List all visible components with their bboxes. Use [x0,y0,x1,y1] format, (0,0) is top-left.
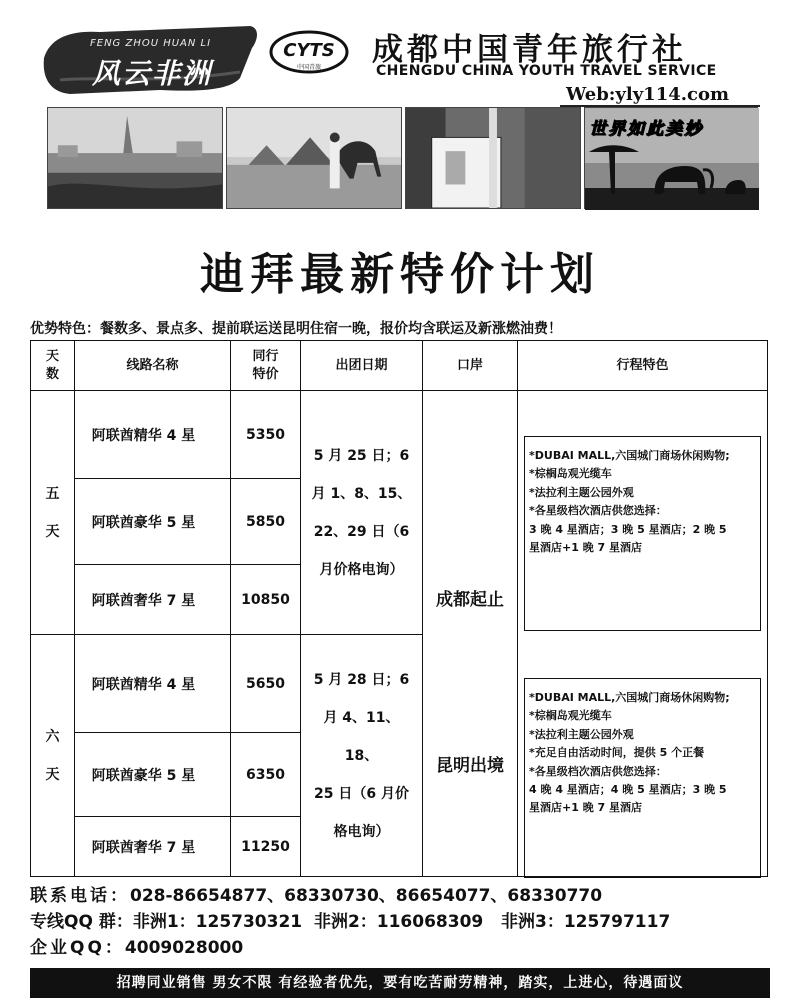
brush-title: 风云非洲 [92,57,213,90]
qq-group-label: 专线QQ 群： [30,912,133,932]
departure-dates: 5 月 25 日；6 月 1、8、15、 22、29 日（6 月价格电询） [301,391,423,635]
company-name-en: CHENGDU CHINA YOUTH TRAVEL SERVICE [376,63,717,79]
port-chengdu: 成都起止 [436,590,504,610]
header-days: 天 数 [31,341,75,391]
route-name: 阿联酋奢华 7 星 [75,565,231,635]
days-cell: 六 天 [31,635,75,877]
departure-dates: 5 月 28 日；6 月 4、11、18、 25 日（6 月价 格电询） [301,635,423,877]
route-name: 阿联酋豪华 5 星 [75,733,231,817]
cyts-logo-icon [268,28,350,76]
header-date: 出团日期 [301,341,423,391]
contact-qq-group [30,907,670,932]
route-name: 阿联酋豪华 5 星 [75,479,231,565]
route-name: 阿联酋奢华 7 星 [75,817,231,877]
port-cell [423,391,518,877]
brush-subtitle: FENG ZHOU HUAN LI [90,38,212,49]
route-name: 阿联酋精华 4 星 [75,391,231,479]
features-cell [518,391,768,877]
qq-value[interactable]: 4009028000 [124,938,244,958]
days-cell: 五 天 [31,391,75,635]
route-price: 11250 [231,817,301,877]
header-price: 同行 特价 [231,341,301,391]
price-table [30,340,768,877]
route-price: 5350 [231,391,301,479]
recruitment-banner: 招聘同业销售 男女不限 有经验者优先，要有吃苦耐劳精神，踏实，上进心，待遇面议 [30,968,770,998]
header-route: 线路名称 [75,341,231,391]
safari-sunset-photo [584,107,758,209]
phone-value[interactable]: 028-86654877、68330730、86654077、68330770 [130,886,603,906]
advantages-text: 优势特色：餐数多、景点多、提前联运送昆明住宿一晚，报价均含联运及新涨燃油费！ [30,321,562,337]
pyramids-camel-photo [226,107,402,209]
company-name-cn: 成都中国青年旅行社 [372,32,687,68]
route-price: 5650 [231,635,301,733]
page-title: 迪拜最新特价计划 [200,249,600,300]
header [0,0,800,105]
website[interactable]: Web:yly114.com [566,84,730,105]
dubai-skyline-photo [47,107,223,209]
table-header-row [31,341,768,391]
port-kunming: 昆明出境 [436,756,504,776]
route-name: 阿联酋精华 4 星 [75,635,231,733]
contact-qq [30,933,243,958]
qq-group-value[interactable]: 非洲1：125730321 非洲2：116068309 非洲3：125797117 [132,912,671,932]
qq-label: 企业QQ： [30,938,125,958]
svg-text:CYTS: CYTS [283,40,335,61]
header-port: 口岸 [423,341,518,391]
route-price: 10850 [231,565,301,635]
slogan: 世界如此美妙 [589,119,703,139]
table-row [31,391,768,479]
features-box-5day: *DUBAI MALL,六国城门商场休闲购物; *棕榈岛观光缆车 *法拉利主题公园外观 *各星级档次酒店供您选择： 3 晚 4 星酒店；3 晚 5 星酒店；2 晚 5 星酒店+1 晚 7 星酒店 [524,436,761,631]
hotel-bed-photo [405,107,581,209]
route-price: 5850 [231,479,301,565]
logo-small-text: 中国青旅 [296,64,322,71]
phone-label: 联系电话： [30,886,130,906]
route-price: 6350 [231,733,301,817]
header-features: 行程特色 [518,341,768,391]
features-box-6day: *DUBAI MALL,六国城门商场休闲购物; *棕榈岛观光缆车 *法拉利主题公园外观 *充足自由活动时间，提供 5 个正餐 *各星级档次酒店供您选择： 4 晚 4 星酒店；4 晚 5 星酒店；3 晚 5 星酒店+1 晚 7 星酒店 [524,678,761,878]
contact-phone [30,881,602,906]
